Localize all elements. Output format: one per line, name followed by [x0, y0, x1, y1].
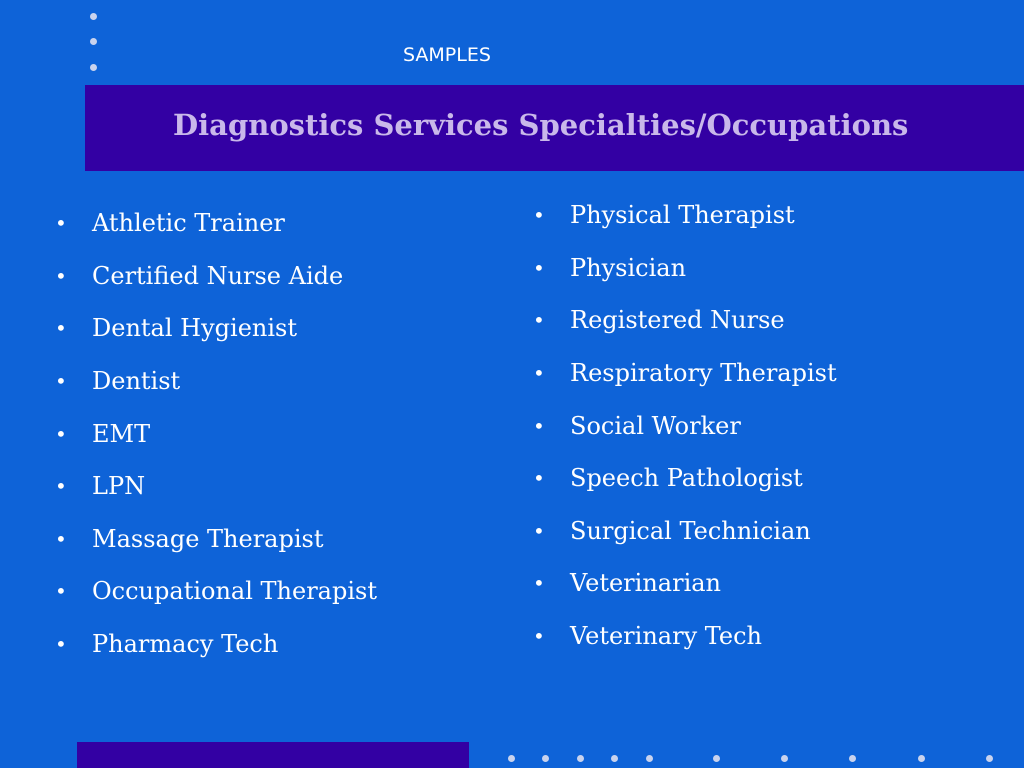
dot-icon [713, 755, 720, 762]
list-item-label: Pharmacy Tech [92, 630, 279, 659]
dot-icon [90, 64, 97, 71]
list-item-label: Respiratory Therapist [570, 359, 837, 388]
list-item [55, 565, 377, 618]
list-item [55, 618, 377, 671]
list-item [533, 452, 837, 505]
list-item-label: Physician [570, 253, 687, 282]
occupation-list-right [533, 189, 837, 662]
list-item [55, 302, 377, 355]
bullet-icon: • [533, 308, 545, 333]
dot-icon [611, 755, 618, 762]
bullet-icon: • [533, 624, 545, 649]
section-label: SAMPLES [403, 44, 491, 66]
list-item-label: Veterinary Tech [570, 622, 762, 651]
bullet-icon: • [533, 361, 545, 386]
slide-title: Diagnostics Services Specialties/Occupations [173, 108, 909, 142]
bullet-icon: • [55, 263, 67, 288]
list-item [55, 250, 377, 303]
bullet-icon: • [533, 466, 545, 491]
list-item-label: Social Worker [570, 411, 741, 440]
list-item-label: EMT [92, 419, 151, 448]
list-item-label: Certified Nurse Aide [92, 261, 344, 290]
bullet-icon: • [533, 413, 545, 438]
list-item-label: Speech Pathologist [570, 464, 803, 493]
list-item-label: Occupational Therapist [92, 577, 377, 606]
dot-icon [90, 13, 97, 20]
list-item [55, 513, 377, 566]
bullet-icon: • [533, 571, 545, 596]
dot-icon [646, 755, 653, 762]
occupation-list-left [55, 197, 377, 670]
list-item [533, 505, 837, 558]
list-item [55, 355, 377, 408]
list-item-label: Athletic Trainer [92, 209, 285, 238]
dot-icon [577, 755, 584, 762]
list-item-label: Massage Therapist [92, 524, 324, 553]
bullet-icon: • [55, 421, 67, 446]
list-item [533, 557, 837, 610]
list-item-label: LPN [92, 472, 146, 501]
list-item [533, 347, 837, 400]
dot-icon [918, 755, 925, 762]
list-item-label: Physical Therapist [570, 201, 795, 230]
dot-icon [986, 755, 993, 762]
list-item-label: Dentist [92, 367, 181, 396]
list-item-label: Dental Hygienist [92, 314, 297, 343]
bullet-icon: • [533, 518, 545, 543]
list-item [55, 197, 377, 250]
list-item [533, 294, 837, 347]
list-item [55, 407, 377, 460]
dot-icon [90, 38, 97, 45]
bullet-icon: • [55, 579, 67, 604]
list-item [533, 189, 837, 242]
bullet-icon: • [55, 316, 67, 341]
dot-icon [849, 755, 856, 762]
list-item [533, 399, 837, 452]
dot-icon [508, 755, 515, 762]
bullet-icon: • [55, 369, 67, 394]
list-item-label: Registered Nurse [570, 306, 785, 335]
list-item [55, 460, 377, 513]
bottom-band [77, 742, 469, 768]
bullet-icon: • [55, 474, 67, 499]
bullet-icon: • [55, 526, 67, 551]
list-item [533, 242, 837, 295]
bullet-icon: • [55, 211, 67, 236]
dot-icon [542, 755, 549, 762]
bullet-icon: • [533, 203, 545, 228]
bullet-icon: • [55, 632, 67, 657]
bullet-icon: • [533, 255, 545, 280]
list-item-label: Veterinarian [570, 569, 722, 598]
list-item-label: Surgical Technician [570, 516, 811, 545]
dot-icon [781, 755, 788, 762]
list-item [533, 610, 837, 663]
